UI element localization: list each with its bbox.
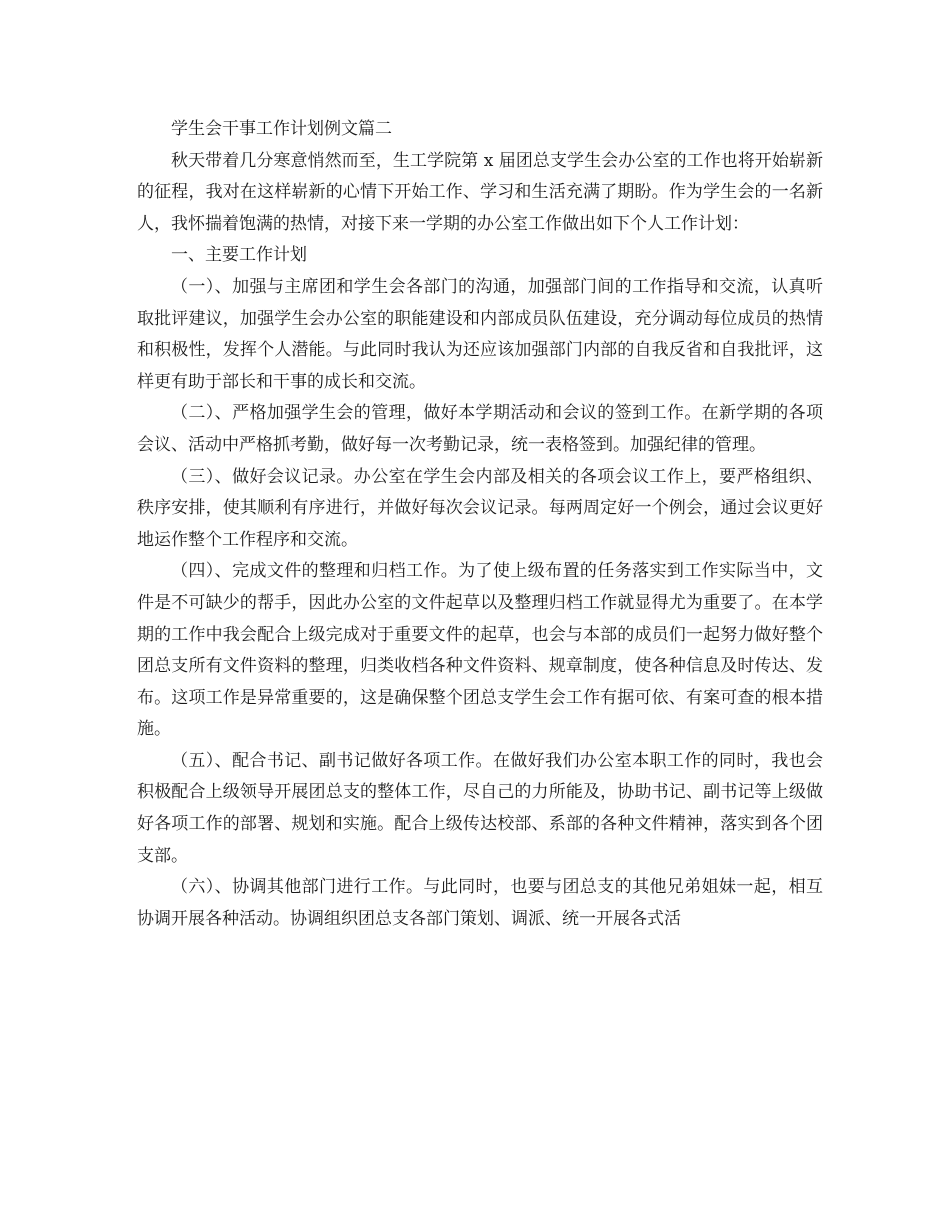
paragraph-intro: 秋天带着几分寒意悄然而至，生工学院第 x 届团总支学生会办公室的工作也将开始崭新的征程，我对在这样崭新的心情下开始工作、学习和生活充满了期盼。作为学生会的一名新人，我怀揣着饱满的热情，对接下来一学期的办公室工作做出如下个人工作计划： — [137, 150, 823, 234]
paragraph-item-3: （三）、做好会议记录。办公室在学生会内部及相关的各项会议工作上，要严格组织、秩序安排，使其顺利有序进行，并做好每次会议记录。每两周定好一个例会，通过会议更好地运作整个工作程序和交流。 — [137, 466, 823, 550]
paragraph-item-4: （四）、完成文件的整理和归档工作。为了使上级布置的任务落实到工作实际当中，文件是不可缺少的帮手，因此办公室的文件起草以及整理归档工作就显得尤为重要了。在本学期的工作中我会配合上级完成对于重要文件的起草，也会与本部的成员们一起努力做好整个团总支所有文件资料的整理，归类收档各种文件资料、规章制度，使各种信息及时传达、发布。这项工作是异常重要的，这是确保整个团总支学生会工作有据可依、有案可查的根本措施。 — [137, 561, 823, 740]
section-heading: 一、主要工作计划 — [171, 245, 307, 266]
document-title: 学生会干事工作计划例文篇二 — [171, 119, 392, 139]
paragraph-item-1: （一）、加强与主席团和学生会各部门的沟通，加强部门间的工作指导和交流，认真听取批评建议，加强学生会办公室的职能建设和内部成员队伍建设，充分调动每位成员的热情和积极性，发挥个人潜能。与此同时我认为还应该加强部门内部的自我反省和自我批评，这样更有助于部长和干事的成长和交流。 — [137, 276, 823, 392]
document-body — [137, 114, 823, 935]
paragraph-item-6: （六）、协调其他部门进行工作。与此同时，也要与团总支的其他兄弟姐妹一起，相互协调开展各种活动。协调组织团总支各部门策划、调派、统一开展各式活 — [137, 877, 823, 929]
paragraph-item-2: （二）、严格加强学生会的管理，做好本学期活动和会议的签到工作。在新学期的各项会议、活动中严格抓考勤，做好每一次考勤记录，统一表格签到。加强纪律的管理。 — [137, 403, 823, 455]
paragraph-item-5: （五）、配合书记、副书记做好各项工作。在做好我们办公室本职工作的同时，我也会积极配合上级领导开展团总支的整体工作，尽自己的力所能及，协助书记、副书记等上级做好各项工作的部署、规划和实施。配合上级传达校部、系部的各种文件精神，落实到各个团支部。 — [137, 750, 823, 866]
